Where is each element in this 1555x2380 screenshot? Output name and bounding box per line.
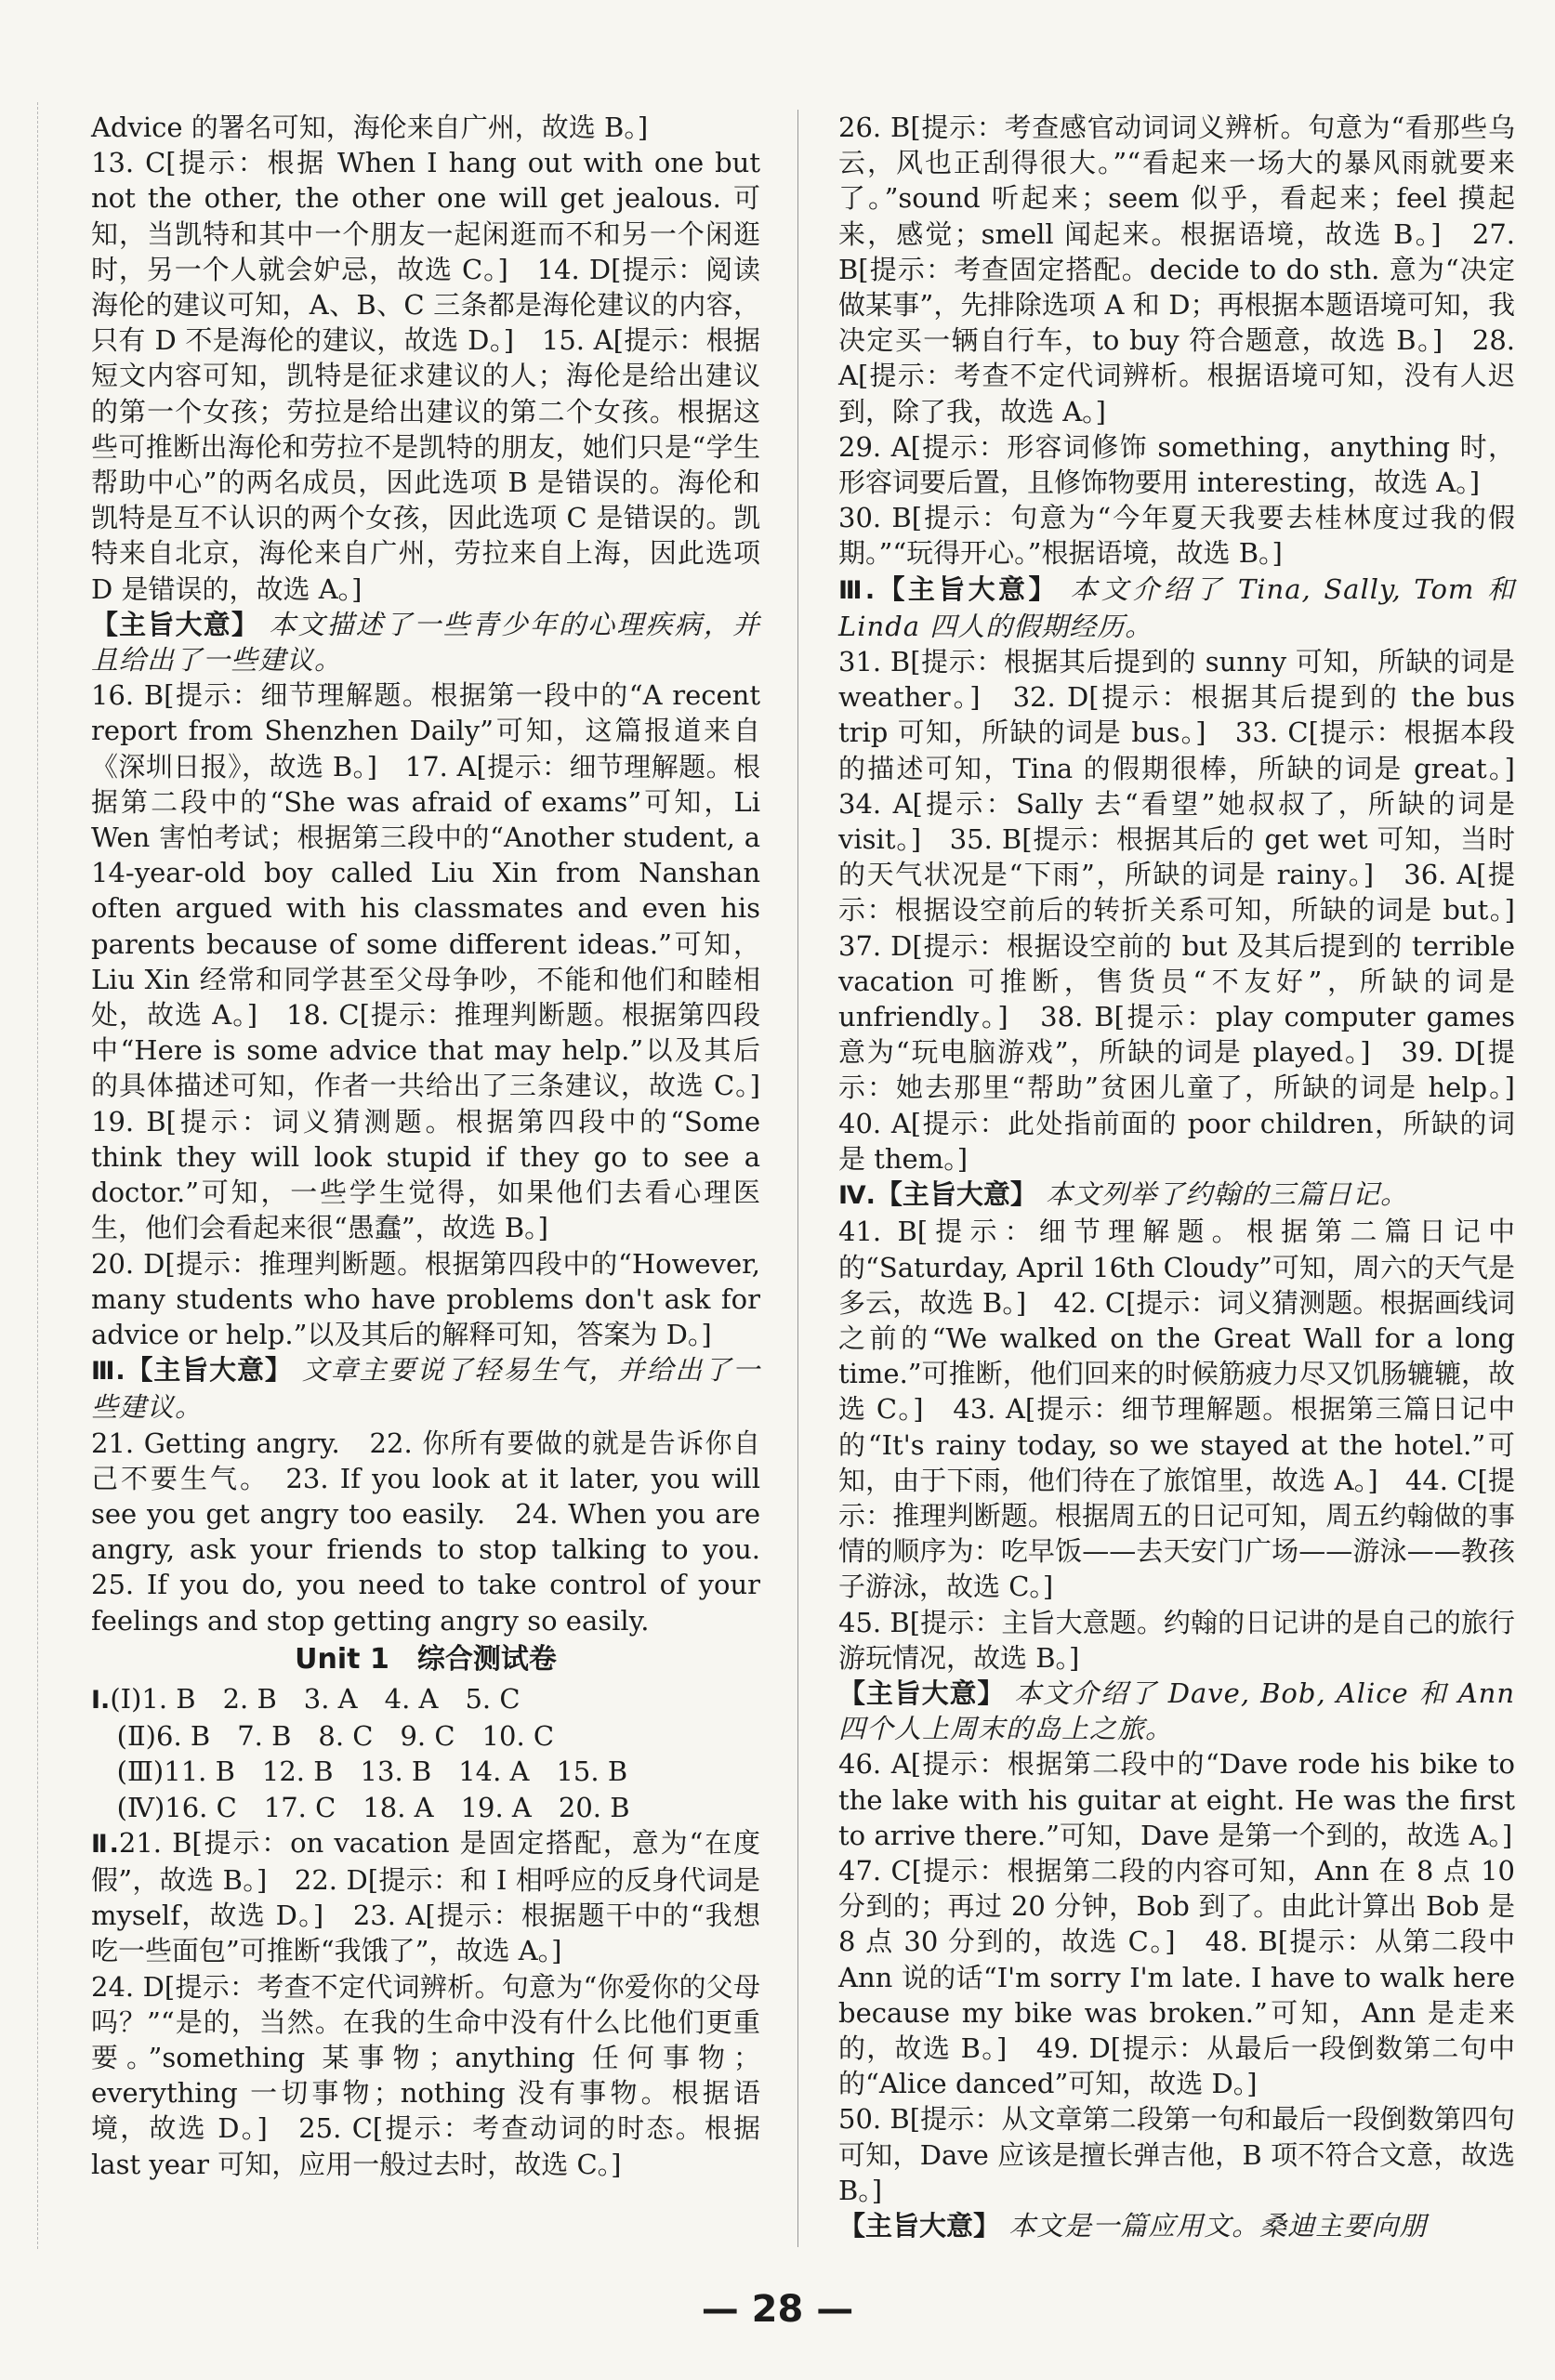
section-mark: Ⅰ. xyxy=(91,1685,111,1715)
right-column xyxy=(838,110,1543,2243)
answer-key-text: (Ⅳ)16. C 17. C 18. A 19. A 20. B xyxy=(116,1791,630,1823)
answer-paragraph: 26. B[提示：考查感官动词词义辨析。句意为“看那些乌云，风也正刮得很大。”“看起来一场大的暴风雨就要来了。”sound 听起来；seem 似乎，看起来；feel 摸起来，感觉；smell 闻起来。根据语境，故选 B。] 27. B[提示：考查固定搭配。decide to do sth. 意为“决定做某事”，先排除选项 A 和 D；再根据本题语境可知，我决定买一辆自行车，to buy 符合题意，故选 B。] 28. A[提示：考查不定代词辨析。根据语境可知，没有人迟到，除了我，故选 A。] xyxy=(838,112,1515,427)
gist-label: 【主旨大意】 xyxy=(875,572,1059,605)
gist-text: 本文介绍了 Dave, Bob, Alice 和 Ann 四个人上周末的岛上之旅。 xyxy=(838,1677,1515,1745)
answer-key-row xyxy=(91,1718,760,1754)
answer-paragraph: 45. B[提示：主旨大意题。约翰的日记讲的是自己的旅行游玩情况，故选 B。] xyxy=(838,1606,1515,1674)
answer-paragraph: 24. D[提示：考查不定代词辨析。句意为“你爱你的父母吗？”“是的，当然。在我的生命中没有什么比他们更重要。”something 某事物；anything 任何事物；everything 一切事物；nothing 没有事物。根据语境，故选 D。] 25. C[提示：考查动词的时态。根据 last year 可知，应用一般过去时，故选 C。] xyxy=(91,1970,760,2180)
answer-paragraph: 16. B[提示：细节理解题。根据第一段中的“A recent report from Shenzhen Daily”可知，这篇报道来自《深圳日报》，故选 B。] 17. A[提示：细节理解题。根据第二段中的“She was afraid of exams”可知，Li Wen 害怕考试；根据第三段中的“Another student, a 14-year-old boy called Liu Xin from Nanshan often argued with his classmates and even his parents because of some different ideas.”可知，Liu Xin 经常和同学甚至父母争吵，不能和他们和睦相处，故选 A。] 18. C[提示：推理判断题。根据第四段中“Here is some advice that may help.”以及其后的具体描述可知，作者一共给出了三条建议，故选 C。] 19. B[提示：词义猜测题。根据第四段中的“Some think they will look stupid if they go to see a doctor.”可知，一些学生觉得，如果他们去看心理医生，他们会看起来很“愚蠢”，故选 B。] xyxy=(91,679,788,1244)
gist-label: 【主旨大意】 xyxy=(838,2209,1001,2242)
answer-key-text: (Ⅰ)1. B 2. B 3. A 4. A 5. C xyxy=(110,1682,521,1715)
unit-title: Unit 1 综合测试卷 xyxy=(295,1642,557,1676)
answer-key-row xyxy=(91,1790,760,1825)
answer-paragraph: 50. B[提示：从文章第二段第一句和最后一段倒数第四句可知，Dave 应该是擅长弹吉他，B 项不符合文意，故选 B。] xyxy=(838,2103,1515,2206)
gist-label: 【主旨大意】 xyxy=(875,1178,1037,1211)
gist-paragraph xyxy=(838,1177,1515,1214)
answer-key-text: (Ⅱ)6. B 7. B 8. C 9. C 10. C xyxy=(116,1720,555,1753)
column-divider xyxy=(797,110,798,2247)
gist-text: 本文列举了约翰的三篇日记。 xyxy=(1046,1178,1409,1211)
answer-paragraph: 29. A[提示：形容词修饰 something，anything 时，形容词要后置，且修饰物要用 interesting，故选 A。] xyxy=(838,430,1515,499)
answer-key-row xyxy=(91,1754,760,1789)
answer-paragraph: Advice 的署名可知，海伦来自广州，故选 B。] xyxy=(91,112,649,143)
gist-paragraph xyxy=(838,572,1515,644)
gist-text: 本文描述了一些青少年的心理疾病，并且给出了一些建议。 xyxy=(91,608,760,677)
answer-paragraph: 13. C[提示：根据 When I hang out with one but not the other, the other one will get jealous. 可知，当凯特和其中一个朋友一起闲逛而不和另一个闲逛时，另一个人就会妒忌，故选 C。] 14. D[提示：阅读海伦的建议可知，A、B、C 三条都是海伦建议的内容，只有 D 不是海伦的建议，故选 D。] 15. A[提示：根据短文内容可知，凯特是征求建议的人；海伦是给出建议的第一个女孩；劳拉是给出建议的第二个女孩。根据这些可推断出海伦和劳拉不是凯特的朋友，她们只是“学生帮助中心”的两名成员，因此选项 B 是错误的。海伦和凯特是互不认识的两个女孩，因此选项 C 是错误的。凯特来自北京，海伦来自广州，劳拉来自上海，因此选项 D 是错误的，故选 A。] xyxy=(91,147,760,605)
gist-paragraph xyxy=(91,1352,760,1425)
answer-paragraph: 30. B[提示：句意为“今年夏天我要去桂林度过我的假期。”“玩得开心。”根据语境，故选 B。] xyxy=(838,502,1515,570)
answer-paragraph: 46. A[提示：根据第二段中的“Dave rode his bike to the lake with his guitar at eight. He was the first to arrive there.”可知，Dave 是第一个到的，故选 A。] xyxy=(838,1748,1515,1851)
gist-text: 本文是一篇应用文。桑迪主要向朋 xyxy=(1008,2209,1428,2242)
answer-paragraph xyxy=(91,1825,760,1969)
section-mark: Ⅳ. xyxy=(838,1181,876,1211)
section-mark: Ⅲ. xyxy=(91,1357,125,1387)
left-column xyxy=(91,110,788,2182)
gist-text: 本文介绍了 Tina, Sally, Tom 和 Linda 四人的假期经历。 xyxy=(838,572,1516,642)
answer-paragraph: 41. B[提示：细节理解题。根据第二篇日记中的“Saturday, April 16th Cloudy”可知，周六的天气是多云，故选 B。] 42. C[提示：词义猜测题。根据画线词之前的“We walked on the Great Wall for a long time.”可推断，他们回来的时候筋疲力尽又饥肠辘辘，故选 C。] 43. A[提示：细节理解题。根据第三篇日记中的“It's rainy today, so we stayed at the hotel.”可知，由于下雨，他们待在了旅馆里，故选 A。] 44. C[提示：推理判断题。根据周五的日记可知，周五约翰做的事情的顺序为：吃早饭——去天安门广场——游泳——教孩子游泳，故选 C。] xyxy=(838,1216,1515,1603)
answer-key-text: (Ⅲ)11. B 12. B 13. B 14. A 15. B xyxy=(116,1755,628,1788)
gist-paragraph xyxy=(91,607,760,677)
answer-paragraph: 20. D[提示：推理判断题。根据第四段中的“However, many students who have problems don't ask for advice or help.”以及其后的解释可知，答案为 D。] xyxy=(91,1247,760,1350)
gist-paragraph xyxy=(838,2208,1515,2243)
gist-label: 【主旨大意】 xyxy=(125,1354,293,1387)
answer-text: 21. B[提示：on vacation 是固定搭配，意为“在度假”，故选 B。] 22. D[提示：和 I 相呼应的反身代词是 myself，故选 D。] 23. A[提示：根据题干中的“我想吃一些面包”可推断“我饿了”，故选 A。] xyxy=(91,1826,760,1967)
page-number: — 28 — xyxy=(701,2288,854,2331)
answer-paragraph: 31. B[提示：根据其后提到的 sunny 可知，所缺的词是 weather。] 32. D[提示：根据其后提到的 the bus trip 可知，所缺的词是 bus。] 33. C[提示：根据本段的描述可知，Tina 的假期很棒，所缺的词是 great。] 34. A[提示：Sally 去“看望”她叔叔了，所缺的词是 visit。] 35. B[提示：根据其后的 get wet 可知，当时的天气状况是“下雨”，所缺的词是 rainy。] 36. A[提示：根据设空前后的转折关系可知，所缺的词是 but。] 37. D[提示：根据设空前的 but 及其后提到的 terrible vacation 可推断，售货员“不友好”，所缺的词是 unfriendly。] 38. B[提示：play computer games 意为“玩电脑游戏”，所缺的词是 played。] 39. D[提示：她去那里“帮助”贫困儿童了，所缺的词是 help。] 40. A[提示：此处指前面的 poor children，所缺的词是 them。] xyxy=(838,646,1543,1175)
gist-label: 【主旨大意】 xyxy=(838,1677,1006,1709)
gist-text: 文章主要说了轻易生气，并给出了一些建议。 xyxy=(91,1354,760,1424)
section-mark: Ⅲ. xyxy=(838,575,876,605)
binding-margin xyxy=(0,102,38,2249)
answer-paragraph: 21. Getting angry. 22. 你所有要做的就是告诉你自己不要生气。 23. If you look at it later, you will see you get angry too easily. 24. When you are angry, ask your friends to stop talking to you. 25. If you do, you need to take control of your feelings and stop getting angry so easily. xyxy=(91,1427,788,1637)
gist-paragraph xyxy=(838,1676,1515,1746)
section-mark: Ⅱ. xyxy=(91,1829,119,1859)
answer-key-row xyxy=(91,1681,760,1718)
gist-label: 【主旨大意】 xyxy=(91,608,259,640)
answer-paragraph: 47. C[提示：根据第二段的内容可知，Ann 在 8 点 10 分到的；再过 20 分钟，Bob 到了。由此计算出 Bob 是 8 点 30 分到的，故选 C。] 48. B[提示：从第二段中 Ann 说的话“I'm sorry I'm late. I have to walk here because my bike was broken.”可知，Ann 是走来的，故选 B。] 49. D[提示：从最后一段倒数第二句中的“Alice danced”可知，故选 D。] xyxy=(838,1854,1515,2100)
